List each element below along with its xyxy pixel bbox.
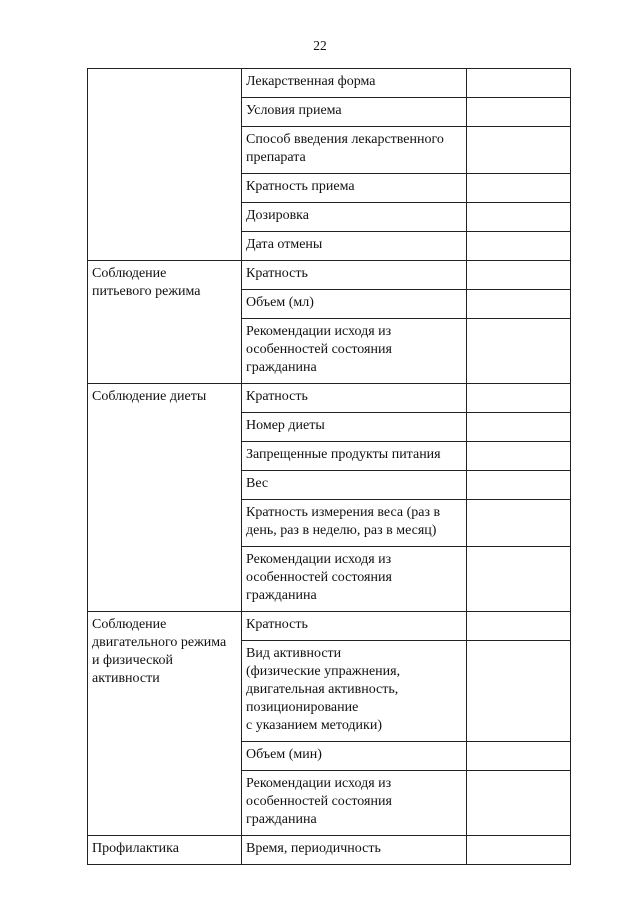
care-plan-table bbox=[87, 68, 571, 865]
value-cell[interactable] bbox=[467, 290, 571, 319]
item-cell: Кратность bbox=[242, 612, 467, 641]
table-row bbox=[88, 69, 571, 98]
item-cell: Дозировка bbox=[242, 203, 467, 232]
category-cell: Соблюдение двигательного режима и физической активности bbox=[88, 612, 242, 836]
item-cell: Рекомендации исходя из особенностей состояния гражданина bbox=[242, 547, 467, 612]
category-cell: Соблюдение диеты bbox=[88, 384, 242, 612]
value-cell[interactable] bbox=[467, 500, 571, 547]
value-cell[interactable] bbox=[467, 442, 571, 471]
value-cell[interactable] bbox=[467, 203, 571, 232]
value-cell[interactable] bbox=[467, 261, 571, 290]
item-cell: Кратность bbox=[242, 261, 467, 290]
item-cell: Лекарственная форма bbox=[242, 69, 467, 98]
item-cell: Рекомендации исходя из особенностей состояния гражданина bbox=[242, 771, 467, 836]
item-cell: Рекомендации исходя из особенностей состояния гражданина bbox=[242, 319, 467, 384]
table-row bbox=[88, 612, 571, 641]
item-cell: Время, периодичность bbox=[242, 836, 467, 865]
value-cell[interactable] bbox=[467, 641, 571, 742]
category-cell bbox=[88, 69, 242, 261]
category-cell: Соблюдение питьевого режима bbox=[88, 261, 242, 384]
value-cell[interactable] bbox=[467, 413, 571, 442]
item-cell: Дата отмены bbox=[242, 232, 467, 261]
item-cell: Кратность приема bbox=[242, 174, 467, 203]
value-cell[interactable] bbox=[467, 836, 571, 865]
value-cell[interactable] bbox=[467, 471, 571, 500]
value-cell[interactable] bbox=[467, 174, 571, 203]
table-row bbox=[88, 384, 571, 413]
item-cell: Вес bbox=[242, 471, 467, 500]
item-cell: Объем (мл) bbox=[242, 290, 467, 319]
value-cell[interactable] bbox=[467, 98, 571, 127]
value-cell[interactable] bbox=[467, 69, 571, 98]
value-cell[interactable] bbox=[467, 612, 571, 641]
page-number: 22 bbox=[313, 38, 327, 53]
value-cell[interactable] bbox=[467, 384, 571, 413]
item-cell: Объем (мин) bbox=[242, 742, 467, 771]
item-cell: Запрещенные продукты питания bbox=[242, 442, 467, 471]
table-row bbox=[88, 261, 571, 290]
table-row bbox=[88, 836, 571, 865]
value-cell[interactable] bbox=[467, 742, 571, 771]
value-cell[interactable] bbox=[467, 771, 571, 836]
value-cell[interactable] bbox=[467, 319, 571, 384]
table-body bbox=[88, 69, 571, 865]
item-cell: Условия приема bbox=[242, 98, 467, 127]
item-cell: Номер диеты bbox=[242, 413, 467, 442]
item-cell: Способ введения лекарственного препарата bbox=[242, 127, 467, 174]
value-cell[interactable] bbox=[467, 232, 571, 261]
category-cell: Профилактика bbox=[88, 836, 242, 865]
value-cell[interactable] bbox=[467, 127, 571, 174]
item-cell: Кратность bbox=[242, 384, 467, 413]
item-cell: Вид активности (физические упражнения, двигательная активность, позиционирование с указанием методики) bbox=[242, 641, 467, 742]
item-cell: Кратность измерения веса (раз в день, раз в неделю, раз в месяц) bbox=[242, 500, 467, 547]
value-cell[interactable] bbox=[467, 547, 571, 612]
